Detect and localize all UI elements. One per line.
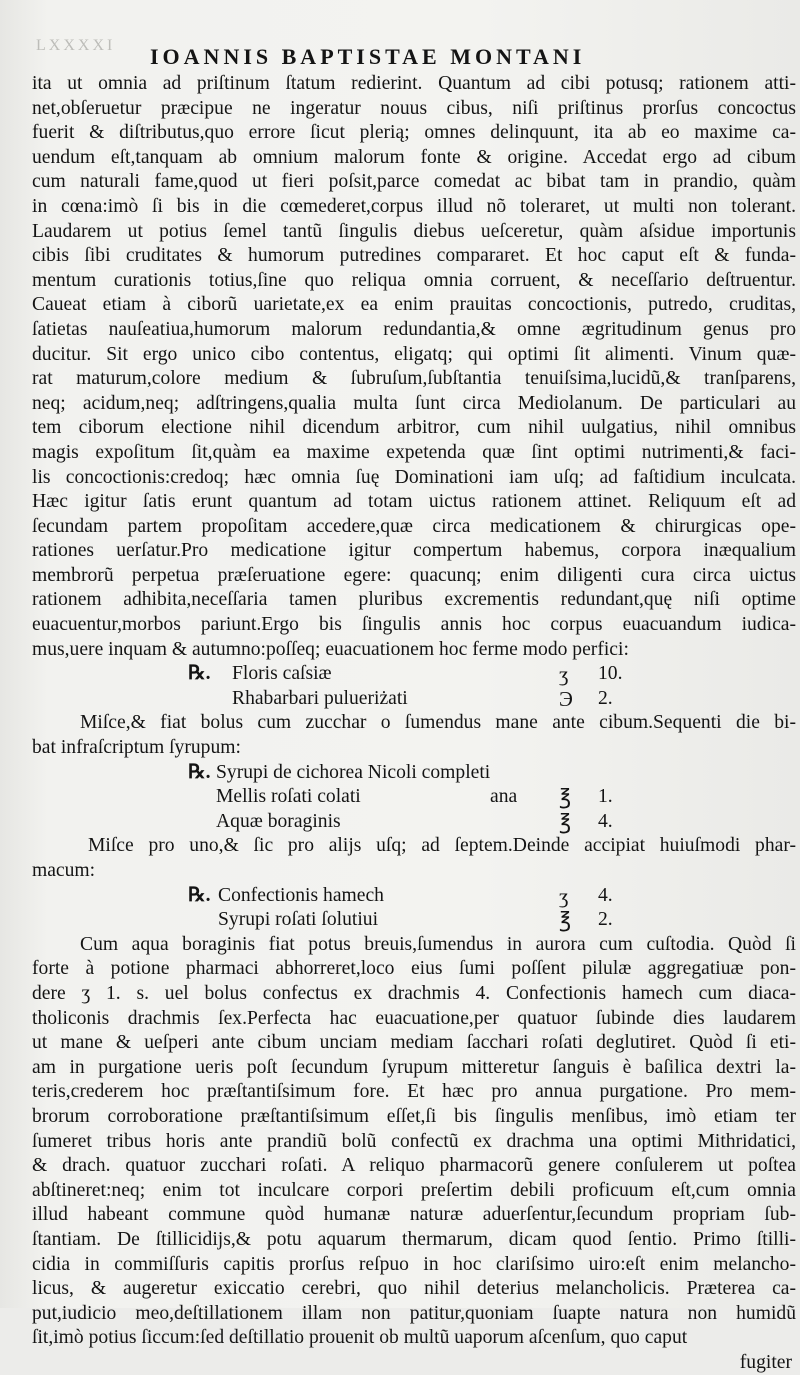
recipe-unit: ʒ [559, 883, 569, 908]
text-line: rationes uerſatur.Pro medicatione igitur compertum habemus, corpora inæqualium [32, 540, 796, 562]
recipe-unit: ʒ [559, 662, 569, 687]
text-line: & drach. quatuor zucchari roſati. A reliquo pharmacorũ genere conſulerem ut poſtea [32, 1155, 796, 1177]
text-line: Miſce pro uno,& ſic pro alijs uſq; ad ſeptem.Deinde accipiat huiuſmodi phar- [88, 835, 796, 857]
text-line: ita ut omnia ad priſtinum ſtatum redierint. Quantum ad cibi potusq; rationem atti- [32, 73, 796, 94]
text-line: magis expoſitum ſit,quàm ea maxime expetenda quæ ſint optimi nutrimenti,& faci- [32, 441, 796, 463]
recipe-line [32, 785, 796, 810]
paragraph-2 [32, 711, 796, 760]
text-line: fuerit & diſtributus,quo errore ſicut plerią; omnes delinquunt, ita ab eo maxime ca- [32, 122, 796, 144]
recipe-line [32, 908, 796, 933]
text-line: Miſce,& fiat bolus cum zucchar o ſumendus mane ante cibum.Sequenti die bi- [80, 712, 796, 734]
paragraph-3 [32, 834, 796, 883]
text-line: cum naturali fame,quod ut fieri poſsit,parce comedat ac bibat tam in prandio, quàm [32, 171, 796, 193]
text-line: ſecundam partem propoſitam accedere,quæ circa medicationem & chirurgicas ope- [32, 515, 796, 537]
text-line: cidia in commiſſuris capitis prorſus reſpuo in hoc clariſsimo uiro:eſt enim melancho- [32, 1253, 796, 1275]
recipe-ingredient: Rhabarbari pulueriżati [232, 687, 408, 709]
recipe-line [32, 884, 796, 909]
text-line: uendum eſt,tanquam ab omnium malorum fonte & origine. Accedat ergo ad cibum [32, 146, 796, 168]
text-line: Caueat etiam à ciborũ uarietate,ex ea enim prauitas concoctionis, putredo, cruditas, [32, 294, 796, 316]
text-line: membrorũ perpetua præſeruatione egere: quacunq; enim diligenti cura circa uictus [32, 564, 796, 586]
text-line: ſumeret tribus horis ante prandiũ bolũ confectũ ex drachma una optimi Mithridatici, [32, 1130, 796, 1152]
text-line: net,obſeruetur præcipue ne ingeratur nouus cibus, niſi priſtinus prorſus concoctus [32, 97, 796, 119]
recipe-quantity: 10. [598, 663, 623, 685]
recipe-quantity: 2. [598, 909, 613, 931]
text-line: bat infraſcriptum ſyrupum: [32, 737, 241, 759]
recipe-quantity: 4. [598, 884, 613, 906]
recipe-quantity: 4. [598, 810, 613, 832]
text-line: brorum corroboratione præſtantiſsimum eſſet,ſi bis ſingulis menſibus, imò etiam ter [32, 1105, 796, 1127]
text-line: cibis ſibi cruditates & humorum putredines compararet. Et hoc caput eſt & funda- [32, 245, 796, 267]
text-line: rationem adhibita,neceſſaria tamen pluribus excrementis redundant,quę niſi optime [32, 589, 796, 611]
recipe-unit: Э [559, 686, 573, 711]
text-line: abſtineret:neq; enim tot inculcare corpori preſertim debili proficuum eſt,cum omnia [32, 1179, 796, 1201]
recipe-line [32, 761, 796, 786]
text-line: ſit,imò potius ſiccum:ſed deſtillatio prouenit ob multũ uaporum aſcenſum, quo caput [32, 1327, 688, 1349]
page-header: IOANNIS BAPTISTAE MONTANI [150, 44, 586, 69]
text-line: mentum curationis totius,ſine quo reliqua omnia corruent, & neceſſario deſtruentur. [32, 269, 796, 291]
recipe-quantity: 1. [598, 786, 613, 808]
recipe-line [32, 662, 796, 687]
text-line: mus,uere inquam & autumno:poſſeq; euacuationem hoc ferme modo perfici: [32, 638, 629, 660]
recipe-3 [32, 884, 796, 933]
paragraph-4 [32, 933, 796, 1351]
text-line: tholiconis drachmis ſex.Perfecta hac euacuatione,per quatuor ſubinde dies laudarem [32, 1007, 796, 1029]
recipe-ana: ana [490, 786, 518, 808]
body-text [32, 72, 796, 1375]
paragraph-1 [32, 72, 796, 662]
text-line: forte à potione pharmaci abhorreret,loco eius ſumi poſſent pilulæ aggregatiuæ pon- [32, 958, 796, 980]
text-line: rat maturum,colore medium & ſubruſum,ſubſtantia tenuiſsima,lucidũ,& tranſparens, [32, 368, 796, 390]
recipe-unit: ℥ [559, 908, 572, 933]
text-line: Cum aqua boraginis fiat potus breuis,ſumendus in aurora cum cuſtodia. Quòd ſi [80, 933, 796, 955]
text-line: put,iudicio meo,deſtillationem illam non patitur,quoniam ſuapte natura non humidũ [32, 1302, 796, 1324]
recipe-line [32, 810, 796, 835]
text-line: ut mane & ueſperi ante cibum unciam mediam ſacchari roſati deglutiret. Quòd ſi eti- [32, 1032, 796, 1054]
text-line: lis concoctionis:credoq; hæc omnia ſuę Dominationi iam uſq; ad faſtidium inculcata. [32, 466, 796, 488]
recipe-ingredient: Syrupi de cichorea Nicoli completi [216, 761, 491, 783]
recipe-symbol: ℞. [188, 884, 211, 906]
text-line: am in purgatione ueris poſt ſecundum ſyrupum mitteretur ſanguis è baſilica dextri la- [32, 1056, 796, 1078]
text-line: teris,crederem hoc præſtantiſsimum fore. Et hæc pro annua purgatione. Pro mem- [32, 1081, 796, 1103]
recipe-line [32, 687, 796, 712]
recipe-1 [32, 662, 796, 711]
recipe-ingredient: Mellis roſati colati [216, 786, 361, 808]
catchword: fugiter [739, 1351, 792, 1373]
recipe-ingredient: Floris caſsiæ [232, 663, 332, 685]
text-line: ſatietas nauſeatiua,humorum malorum redundantia,& omne ægritudinum genus pro [32, 318, 796, 340]
recipe-symbol: ℞. [188, 663, 211, 685]
text-line: ducitur. Sit ergo unico cibo contentus, eligatq; qui optimi ſit alimenti. Vinum quæ- [32, 343, 796, 365]
text-line: macum: [32, 860, 96, 881]
recipe-unit: ℥ [559, 785, 572, 810]
recipe-2 [32, 761, 796, 835]
text-line: tem ciborum electione nihil dicendum arbitror, cum nihil uulgatius, nihil omnibus [32, 417, 796, 439]
recipe-ingredient: Aquæ boraginis [216, 810, 341, 832]
text-line: euacuentur,morbos pariunt.Ergo bis ſingulis annis hoc corpus euacuandum iudica- [32, 614, 796, 636]
text-line: Hæc igitur ſatis erunt quantum ad totam uictus rationem attinet. Reliquum eſt ad [32, 491, 796, 513]
recipe-ingredient: Confectionis hamech [218, 884, 384, 906]
recipe-symbol: ℞. [188, 761, 211, 783]
text-line: illud habeant commune quòd humanæ naturæ aduerſentur,ſecundum propriam ſub- [32, 1204, 796, 1226]
text-line: in cœna:imò ſi bis in die cœmederet,corpus illud nõ toleraret, ut multi non tolerant. [32, 195, 796, 217]
recipe-unit: ℥ [559, 809, 572, 834]
text-line: neq; acidum,neq; adſtringens,qualia multa ſunt circa Mediolanum. De particulari au [32, 392, 796, 414]
faded-running-head: LXXXXI [36, 37, 116, 54]
text-line: licus, & augeretur exiccatio cerebri, quo nihil deterius melancholicis. Præterea ca- [32, 1278, 796, 1300]
recipe-quantity: 2. [598, 687, 613, 709]
text-line: dere ʒ 1. s. uel bolus confectus ex drachmis 4. Confectionis hamech cum diaca- [32, 982, 796, 1004]
text-line: ſtantiam. De ſtillicidijs,& potu aquarum thermarum, dicam quod ſentio. Primo ſtilli- [32, 1228, 796, 1250]
recipe-ingredient: Syrupi roſati ſolutiui [218, 909, 379, 931]
text-line: Laudarem ut potius ſemel tantũ ſingulis diebus ueſceretur, quàm aſsidue importunis [32, 220, 796, 242]
